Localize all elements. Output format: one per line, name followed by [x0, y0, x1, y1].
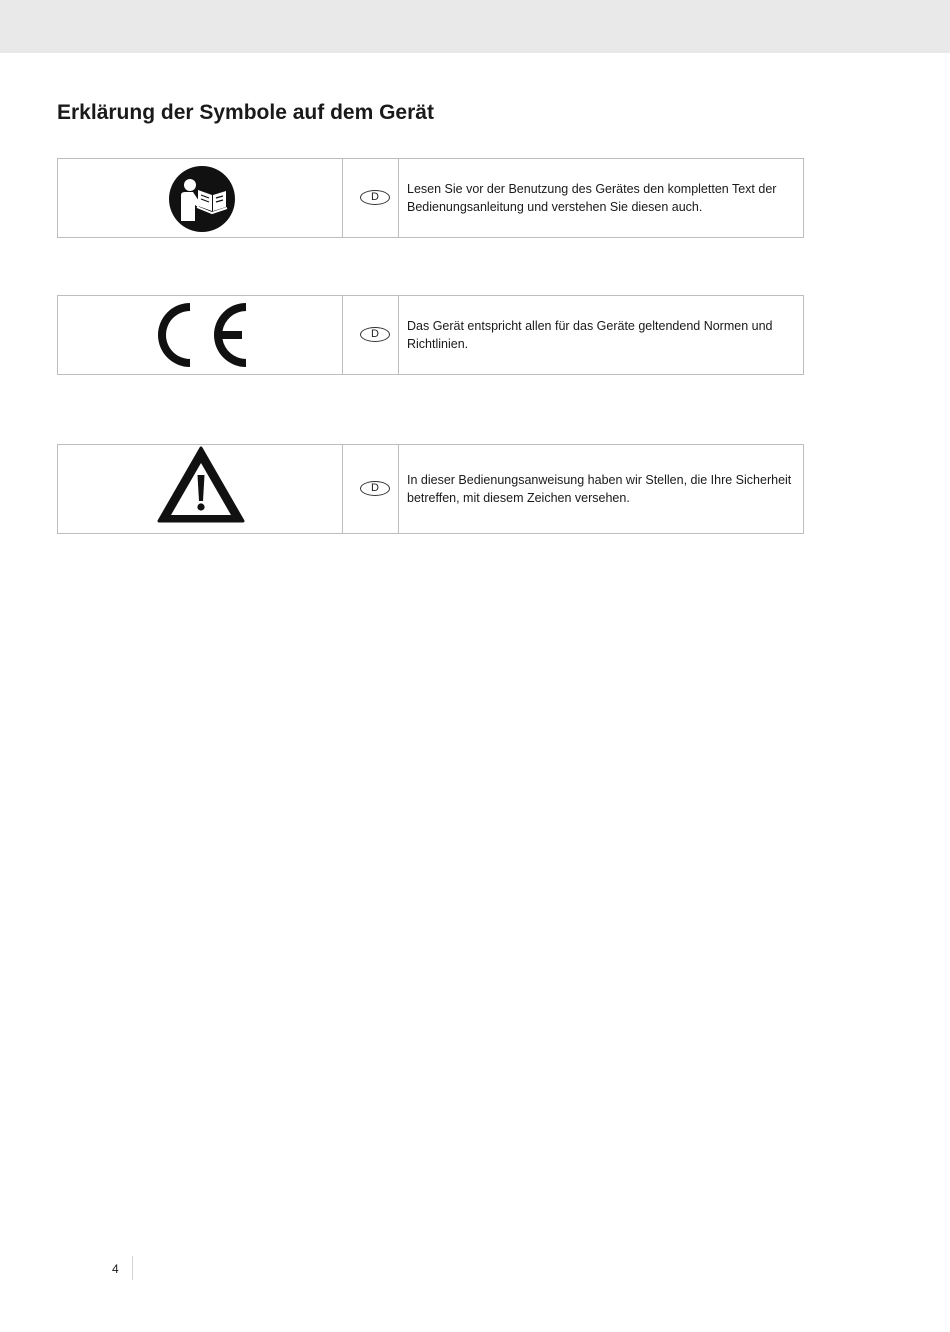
language-cell: [343, 159, 399, 237]
language-badge: D: [360, 481, 390, 496]
description-cell: [399, 445, 803, 533]
symbol-description: Das Gerät entspricht allen für das Geräte geltendend Normen und Richtlinien.: [407, 319, 773, 351]
symbol-row-ce-mark: [57, 295, 804, 375]
symbol-description: Lesen Sie vor der Benutzung des Gerätes den kompletten Text der Bedienungsanleitung und verstehen Sie diesen auch.: [407, 182, 777, 214]
language-badge: D: [360, 327, 390, 342]
page-title: Erklärung der Symbole auf dem Gerät: [57, 101, 434, 124]
symbol-cell: [58, 296, 343, 374]
warning-triangle-icon: [157, 445, 245, 525]
ce-mark-icon: [156, 301, 248, 369]
read-manual-icon: [168, 165, 236, 233]
language-cell: [343, 445, 399, 533]
symbol-description: In dieser Bedienungsanweisung haben wir Stellen, die Ihre Sicherheit betreffen, mit diesem Zeichen versehen.: [407, 473, 792, 505]
symbol-row-read-manual: [57, 158, 804, 238]
page-number-divider: [132, 1256, 133, 1280]
description-cell: [399, 159, 803, 237]
header-band: [0, 0, 950, 53]
description-cell: [399, 296, 803, 374]
symbol-cell: [58, 445, 343, 533]
symbol-row-warning: [57, 444, 804, 534]
language-cell: [343, 296, 399, 374]
page-number: 4: [112, 1262, 119, 1276]
language-badge: D: [360, 190, 390, 205]
symbol-cell: [58, 159, 343, 237]
